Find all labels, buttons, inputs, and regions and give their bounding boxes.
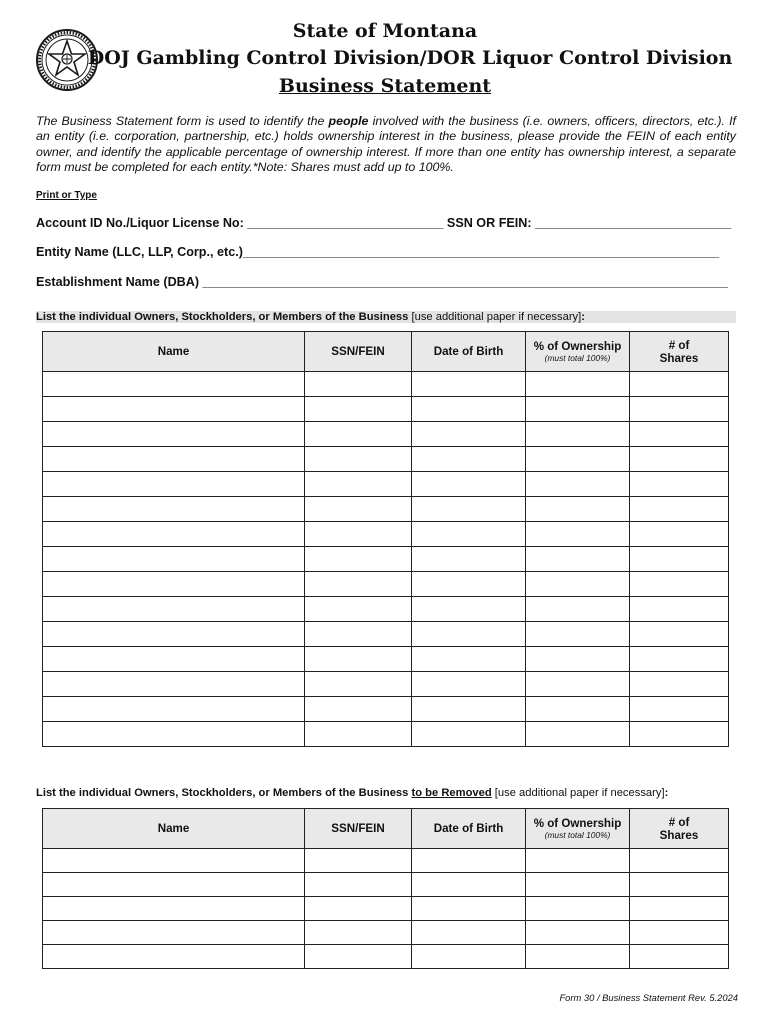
name-cell[interactable] [43,547,305,572]
table-row [43,921,729,945]
removed-heading-underline: to be Removed [411,787,492,799]
name-cell[interactable] [43,722,305,747]
name-cell[interactable] [43,497,305,522]
owners-heading-colon: : [581,311,585,323]
print-or-type-label: Print or Type [36,190,97,201]
table-row [43,372,729,397]
removed-heading-bold: List the individual Owners, Stockholders, or Members of the Business [36,787,412,799]
date-of-birth-cell[interactable] [412,945,526,969]
ownership-cell[interactable] [526,447,630,472]
name-cell[interactable] [43,397,305,422]
shares-cell[interactable] [630,522,729,547]
col-ownership [526,809,630,849]
form-footer: Form 30 / Business Statement Rev. 5.2024 [559,992,738,1003]
ownership-cell[interactable] [526,622,630,647]
ownership-cell[interactable] [526,547,630,572]
col-ownership [526,332,630,372]
ssn-fein-cell[interactable] [305,547,412,572]
date-of-birth-cell[interactable] [412,647,526,672]
shares-cell[interactable] [630,397,729,422]
date-of-birth-cell[interactable] [412,622,526,647]
shares-cell[interactable] [630,547,729,572]
name-cell[interactable] [43,672,305,697]
intro-paragraph [36,114,736,176]
date-of-birth-cell[interactable] [412,572,526,597]
name-cell[interactable] [43,873,305,897]
table-row [43,522,729,547]
removed-heading-note: [use additional paper if necessary] [491,787,665,799]
date-of-birth-cell[interactable] [412,722,526,747]
ssn-fein-cell[interactable] [305,472,412,497]
ssn-fein-cell[interactable] [305,372,412,397]
ownership-sublabel: (must total 100%) [544,829,611,840]
title-state: State of Montana [292,20,478,42]
shares-label-2: Shares [659,351,699,365]
name-cell[interactable] [43,647,305,672]
shares-cell[interactable] [630,622,729,647]
name-cell[interactable] [43,697,305,722]
date-of-birth-cell[interactable] [412,672,526,697]
shares-label-1: # of [668,338,690,352]
ownership-cell[interactable] [526,897,630,921]
removed-list-heading [36,787,736,799]
table-row [43,873,729,897]
removed-heading-colon: : [664,787,669,799]
shares-cell[interactable] [630,647,729,672]
shares-cell[interactable] [630,921,729,945]
shares-cell[interactable] [630,697,729,722]
name-cell[interactable] [43,622,305,647]
ssn-fein-cell[interactable] [305,522,412,547]
table-row [43,697,729,722]
name-cell[interactable] [43,372,305,397]
table-row [43,447,729,472]
shares-cell[interactable] [630,597,729,622]
shares-cell[interactable] [630,897,729,921]
ownership-label: % of Ownership [533,339,622,353]
ssn-fein-cell[interactable] [305,921,412,945]
col-shares [630,332,729,372]
date-of-birth-cell[interactable] [412,697,526,722]
ssn-fein-cell[interactable] [305,597,412,622]
account-id-field[interactable]: Account ID No./Liquor License No: ____________________________ SSN OR FEIN: ____________________________ [36,216,732,230]
date-of-birth-cell[interactable] [412,397,526,422]
date-of-birth-cell[interactable] [412,849,526,873]
name-cell[interactable] [43,921,305,945]
ssn-fein-cell[interactable] [305,897,412,921]
ssn-fein-cell[interactable] [305,722,412,747]
intro-text-2: involved with the business (i.e. owners, officers, directors, etc.). If an entity (i.e. corporation, partnership, etc.) holds ownership interest in the business, please provide the FEIN of each entity owner, and identify the applicable percentage of ownership interest. If more than one entity has ownership interest, a separate form must be completed for each entity.*Note: Shares must add up to 100%. [36,114,736,175]
ssn-fein-cell[interactable] [305,672,412,697]
ssn-fein-cell[interactable] [305,647,412,672]
table-row [43,422,729,447]
intro-bold-people: people [328,114,369,128]
shares-cell[interactable] [630,422,729,447]
shares-cell[interactable] [630,572,729,597]
ssn-fein-cell[interactable] [305,622,412,647]
date-of-birth-cell[interactable] [412,873,526,897]
owners-table [42,331,729,747]
ownership-cell[interactable] [526,522,630,547]
ssn-fein-cell[interactable] [305,849,412,873]
table-row [43,497,729,522]
ownership-cell[interactable] [526,722,630,747]
shares-label-2: Shares [659,828,699,842]
date-of-birth-cell[interactable] [412,497,526,522]
shares-cell[interactable] [630,722,729,747]
col-ssn-fein: SSN/FEIN [305,809,412,849]
table-row [43,472,729,497]
entity-name-field[interactable]: Entity Name (LLC, LLP, Corp., etc.)____________________________________________________________________ [36,245,720,259]
shares-cell[interactable] [630,945,729,969]
ownership-cell[interactable] [526,572,630,597]
ssn-fein-cell[interactable] [305,873,412,897]
ownership-cell[interactable] [526,472,630,497]
col-name: Name [43,809,305,849]
shares-cell[interactable] [630,849,729,873]
name-cell[interactable] [43,522,305,547]
establishment-name-field[interactable]: Establishment Name (DBA) ___________________________________________________________________________ [36,275,728,289]
date-of-birth-cell[interactable] [412,447,526,472]
ssn-fein-cell[interactable] [305,697,412,722]
shares-label-1: # of [668,815,690,829]
col-name: Name [43,332,305,372]
ownership-cell[interactable] [526,921,630,945]
table-row [43,397,729,422]
shares-cell[interactable] [630,672,729,697]
shares-cell[interactable] [630,497,729,522]
shares-cell[interactable] [630,472,729,497]
owners-list-heading [36,311,736,323]
date-of-birth-cell[interactable] [412,522,526,547]
removed-table-header [43,809,729,849]
table-row [43,597,729,622]
shares-cell[interactable] [630,447,729,472]
date-of-birth-cell[interactable] [412,472,526,497]
table-row [43,849,729,873]
name-cell[interactable] [43,572,305,597]
col-ssn-fein: SSN/FEIN [305,332,412,372]
ownership-cell[interactable] [526,597,630,622]
name-cell[interactable] [43,897,305,921]
date-of-birth-cell[interactable] [412,597,526,622]
ownership-cell[interactable] [526,945,630,969]
table-row [43,547,729,572]
col-date-of-birth: Date of Birth [412,332,526,372]
title-business-statement: Business Statement [278,75,492,97]
ownership-cell[interactable] [526,647,630,672]
ownership-cell[interactable] [526,873,630,897]
removed-table [42,808,729,969]
table-row [43,672,729,697]
owners-heading-note: [use additional paper if necessary] [408,311,582,323]
document-header [0,18,770,100]
date-of-birth-cell[interactable] [412,547,526,572]
name-cell[interactable] [43,447,305,472]
ssn-fein-cell[interactable] [305,572,412,597]
table-row [43,897,729,921]
ownership-cell[interactable] [526,849,630,873]
date-of-birth-cell[interactable] [412,921,526,945]
table-row [43,722,729,747]
ownership-cell[interactable] [526,697,630,722]
col-shares [630,809,729,849]
name-cell[interactable] [43,597,305,622]
table-row [43,622,729,647]
table-row [43,572,729,597]
ownership-cell[interactable] [526,497,630,522]
name-cell[interactable] [43,849,305,873]
ownership-sublabel: (must total 100%) [544,352,611,363]
owners-table-header [43,332,729,372]
ownership-cell[interactable] [526,672,630,697]
ssn-fein-cell[interactable] [305,422,412,447]
ownership-cell[interactable] [526,397,630,422]
shares-cell[interactable] [630,873,729,897]
col-date-of-birth: Date of Birth [412,809,526,849]
shares-cell[interactable] [630,372,729,397]
date-of-birth-cell[interactable] [412,372,526,397]
date-of-birth-cell[interactable] [412,897,526,921]
date-of-birth-cell[interactable] [412,422,526,447]
ssn-fein-cell[interactable] [305,945,412,969]
name-cell[interactable] [43,472,305,497]
intro-text-1: The Business Statement form is used to identify the [36,114,329,128]
title-division: DOJ Gambling Control Division/DOR Liquor Control Division [87,47,733,69]
name-cell[interactable] [43,422,305,447]
ssn-fein-cell[interactable] [305,397,412,422]
ssn-fein-cell[interactable] [305,447,412,472]
ownership-cell[interactable] [526,422,630,447]
name-cell[interactable] [43,945,305,969]
table-row [43,647,729,672]
ownership-cell[interactable] [526,372,630,397]
owners-heading-bold: List the individual Owners, Stockholders, or Members of the Business [36,311,409,323]
ssn-fein-cell[interactable] [305,497,412,522]
table-row [43,945,729,969]
ownership-label: % of Ownership [533,816,622,830]
